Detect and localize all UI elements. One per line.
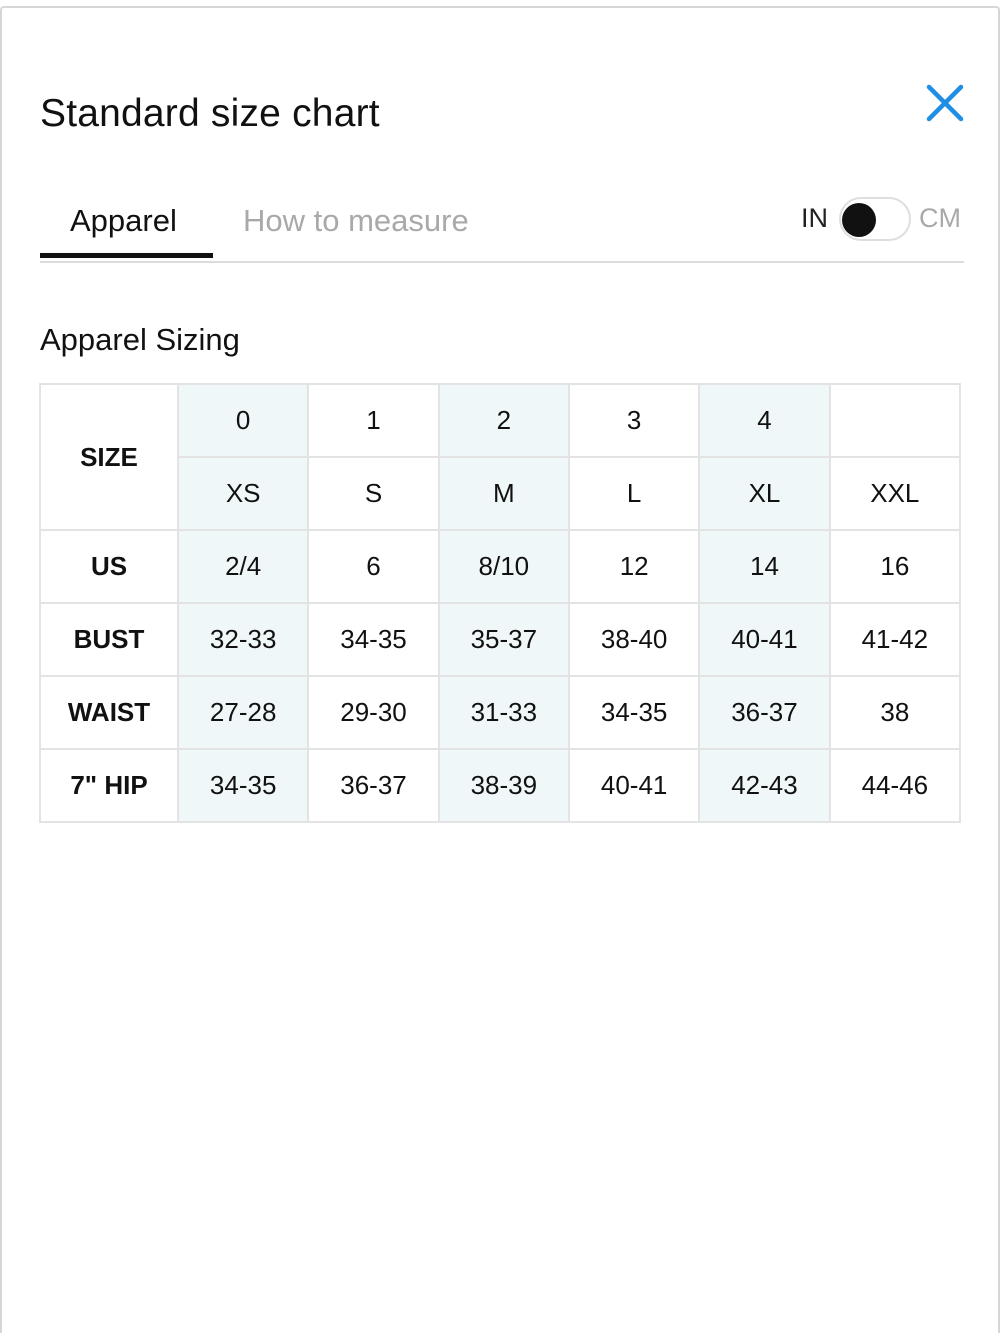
table-cell: 34-35 [308, 603, 438, 676]
table-cell: 8/10 [439, 530, 569, 603]
table-cell: 38-39 [439, 749, 569, 822]
table-cell: 31-33 [439, 676, 569, 749]
table-cell: 16 [830, 530, 960, 603]
modal-title: Standard size chart [40, 92, 380, 135]
table-cell: 42-43 [699, 749, 829, 822]
table-row [40, 384, 960, 457]
table-cell: 40-41 [699, 603, 829, 676]
table-cell: 0 [178, 384, 308, 457]
table-cell: 38 [830, 676, 960, 749]
tab-bar [40, 193, 964, 263]
table-cell: 1 [308, 384, 438, 457]
close-icon[interactable] [922, 80, 968, 126]
table-cell: XL [699, 457, 829, 530]
unit-label-cm: CM [919, 203, 961, 233]
table-cell: L [569, 457, 699, 530]
table-cell: 29-30 [308, 676, 438, 749]
table-row [40, 749, 960, 822]
section-title: Apparel Sizing [40, 322, 240, 357]
table-cell [830, 384, 960, 457]
row-label-size: SIZE [40, 384, 178, 530]
table-cell: M [439, 457, 569, 530]
table-cell: 40-41 [569, 749, 699, 822]
active-tab-indicator [40, 253, 213, 258]
unit-toggle[interactable] [839, 197, 911, 241]
table-row [40, 457, 960, 530]
table-cell: 44-46 [830, 749, 960, 822]
row-label-waist: WAIST [40, 676, 178, 749]
tab-apparel[interactable]: Apparel [70, 203, 177, 238]
close-icon-graphic [922, 80, 968, 126]
table-cell: 12 [569, 530, 699, 603]
table-row [40, 676, 960, 749]
size-table [39, 383, 961, 823]
toggle-knob [842, 203, 876, 237]
table-cell: 32-33 [178, 603, 308, 676]
row-label-us: US [40, 530, 178, 603]
table-cell: 36-37 [699, 676, 829, 749]
row-label-bust: BUST [40, 603, 178, 676]
table-row [40, 530, 960, 603]
table-cell: 2 [439, 384, 569, 457]
table-cell: 14 [699, 530, 829, 603]
table-cell: 41-42 [830, 603, 960, 676]
table-cell: 27-28 [178, 676, 308, 749]
table-cell: 35-37 [439, 603, 569, 676]
table-cell: 34-35 [178, 749, 308, 822]
table-cell: XS [178, 457, 308, 530]
table-cell: 3 [569, 384, 699, 457]
table-cell: 6 [308, 530, 438, 603]
table-cell: 2/4 [178, 530, 308, 603]
table-cell: XXL [830, 457, 960, 530]
table-cell: S [308, 457, 438, 530]
unit-label-in: IN [801, 203, 828, 233]
table-cell: 34-35 [569, 676, 699, 749]
table-cell: 36-37 [308, 749, 438, 822]
table-row [40, 603, 960, 676]
table-cell: 38-40 [569, 603, 699, 676]
tab-how-to-measure[interactable]: How to measure [243, 203, 469, 238]
row-label-hip: 7" HIP [40, 749, 178, 822]
table-cell: 4 [699, 384, 829, 457]
